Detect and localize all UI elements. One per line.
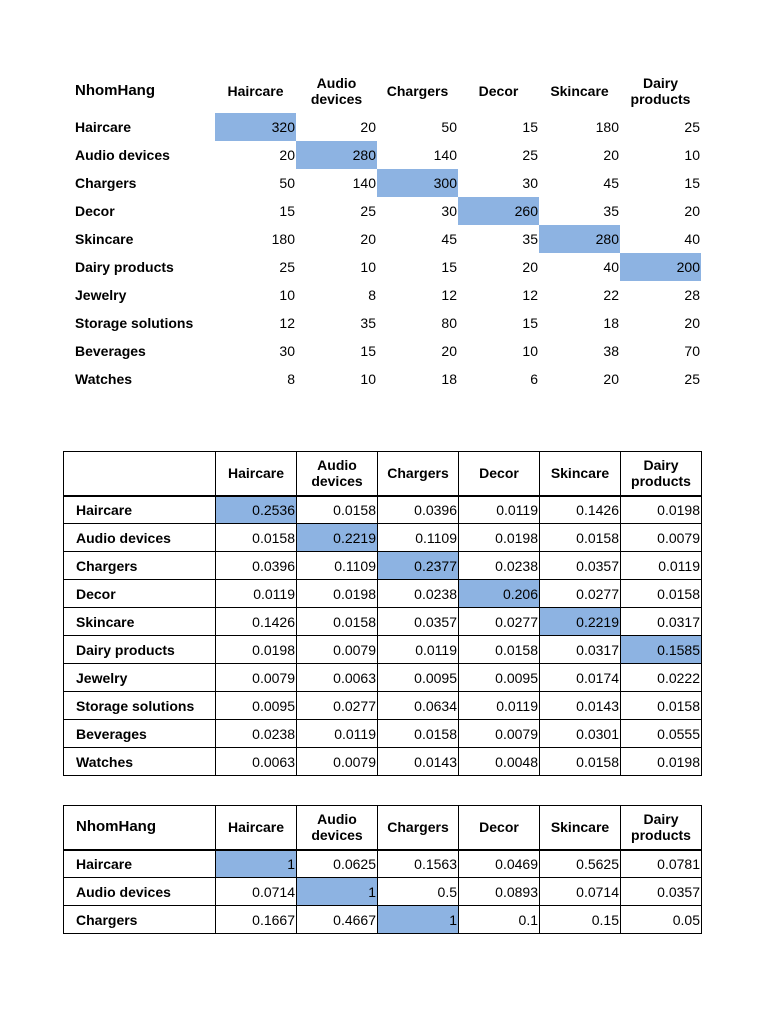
table-cell: 30 [441, 203, 457, 219]
table-cell: 0.1109 [378, 524, 459, 552]
row-label: Chargers [64, 552, 216, 580]
table-row [64, 580, 702, 608]
table-cell: 0.0158 [378, 720, 459, 748]
table-cell: 18 [441, 371, 457, 387]
column-header: Skincare [550, 83, 609, 99]
table-cell: 38 [603, 343, 619, 359]
diagonal-cell: 1 [216, 850, 297, 878]
column-header: Decor [478, 83, 519, 99]
table-cell: 0.5 [378, 878, 459, 906]
table-cell: 0.0095 [216, 692, 297, 720]
table-cell: 6 [530, 371, 538, 387]
table-cell: 0.0048 [459, 748, 540, 776]
table-cell: 0.0119 [621, 552, 702, 580]
table-cell: 0.0357 [540, 552, 621, 580]
table-cell: 15 [441, 259, 457, 275]
table-cell: 180 [271, 231, 295, 247]
column-header: Audio devices [297, 452, 378, 496]
table-cell: 10 [360, 371, 376, 387]
table-cell: 0.0893 [459, 878, 540, 906]
table-cell: 10 [684, 147, 700, 163]
table-row [64, 692, 702, 720]
table-row [64, 608, 702, 636]
table-cell: 8 [287, 371, 295, 387]
row-label: Storage solutions [75, 315, 194, 331]
column-header: Decor [459, 806, 540, 850]
table-cell: 0.0317 [621, 608, 702, 636]
table-cell: 0.0198 [459, 524, 540, 552]
table-cell: 0.0143 [540, 692, 621, 720]
table-cell: 0.0158 [297, 496, 378, 524]
table-cell: 0.0158 [540, 524, 621, 552]
table-cell: 10 [522, 343, 538, 359]
corner-header: NhomHang [75, 82, 155, 99]
table-cell: 0.15 [540, 906, 621, 934]
diagonal-cell: 0.206 [459, 580, 540, 608]
table-cell: 0.0158 [297, 608, 378, 636]
table-row [63, 141, 701, 169]
table-cell: 0.0714 [540, 878, 621, 906]
table-cell: 0.0238 [216, 720, 297, 748]
table-cell: 0.0396 [378, 496, 459, 524]
header-row [63, 69, 701, 113]
table-cell: 140 [352, 175, 376, 191]
table-cell: 0.0079 [621, 524, 702, 552]
table-cell: 0.0555 [621, 720, 702, 748]
table-cell: 35 [522, 231, 538, 247]
table-row [64, 496, 702, 524]
table-cell: 0.0143 [378, 748, 459, 776]
table-cell: 0.0174 [540, 664, 621, 692]
table-cell: 0.0222 [621, 664, 702, 692]
row-label: Decor [75, 203, 115, 219]
table-cell: 35 [360, 315, 376, 331]
corner-header: NhomHang [64, 806, 216, 850]
column-header: Audio devices [310, 75, 363, 107]
column-header: Chargers [386, 83, 449, 99]
table-cell: 20 [360, 231, 376, 247]
row-label: Watches [64, 748, 216, 776]
column-header: Chargers [378, 452, 459, 496]
diagonal-cell: 0.2377 [378, 552, 459, 580]
table-cell: 22 [603, 287, 619, 303]
table-cell: 0.0277 [540, 580, 621, 608]
diagonal-cell: 280 [296, 141, 377, 169]
table-cell: 0.0158 [621, 692, 702, 720]
column-header: Dairy products [621, 806, 702, 850]
table-cell: 30 [279, 343, 295, 359]
ratio-table [63, 805, 702, 934]
table-cell: 0.0119 [216, 580, 297, 608]
table-cell: 0.0469 [459, 850, 540, 878]
table-cell: 50 [441, 119, 457, 135]
table-cell: 0.0198 [297, 580, 378, 608]
table-cell: 0.0277 [459, 608, 540, 636]
column-header: Skincare [540, 452, 621, 496]
proportion-table [63, 451, 702, 776]
table-row [64, 850, 702, 878]
table-cell: 0.0158 [459, 636, 540, 664]
table-row [63, 253, 701, 281]
table-cell: 180 [595, 119, 619, 135]
table-cell: 15 [360, 343, 376, 359]
table-cell: 0.0095 [459, 664, 540, 692]
table-cell: 70 [684, 343, 700, 359]
table-cell: 25 [360, 203, 376, 219]
row-label: Jewelry [75, 287, 127, 303]
table-cell: 0.0158 [216, 524, 297, 552]
diagonal-cell: 280 [539, 225, 620, 253]
table-cell: 80 [441, 315, 457, 331]
table-cell: 12 [522, 287, 538, 303]
table-cell: 0.0079 [216, 664, 297, 692]
table-cell: 0.0119 [297, 720, 378, 748]
table-row [64, 878, 702, 906]
table-cell: 0.0119 [378, 636, 459, 664]
column-header: Chargers [378, 806, 459, 850]
table-cell: 45 [603, 175, 619, 191]
table-row [64, 720, 702, 748]
table-cell: 0.0119 [459, 496, 540, 524]
table-cell: 20 [684, 203, 700, 219]
row-label: Skincare [75, 231, 134, 247]
table-cell: 35 [603, 203, 619, 219]
table-row [64, 906, 702, 934]
table-row [64, 748, 702, 776]
row-label: Chargers [75, 175, 137, 191]
table-row [63, 197, 701, 225]
table-cell: 0.0357 [621, 878, 702, 906]
table-cell: 0.0198 [621, 748, 702, 776]
table-cell: 0.0625 [297, 850, 378, 878]
column-header: Dairy products [621, 452, 702, 496]
row-label: Beverages [64, 720, 216, 748]
table-cell: 0.0634 [378, 692, 459, 720]
table-cell: 15 [522, 119, 538, 135]
table-cell: 0.0277 [297, 692, 378, 720]
table-cell: 12 [441, 287, 457, 303]
table-cell: 0.0357 [378, 608, 459, 636]
table-cell: 0.0158 [621, 580, 702, 608]
table-cell: 0.1109 [297, 552, 378, 580]
table-cell: 0.0079 [459, 720, 540, 748]
table-cell: 0.0396 [216, 552, 297, 580]
diagonal-cell: 1 [378, 906, 459, 934]
diagonal-cell: 200 [620, 253, 701, 281]
row-label: Audio devices [75, 147, 170, 163]
table-cell: 0.1563 [378, 850, 459, 878]
table-cell: 0.0158 [540, 748, 621, 776]
table-cell: 0.0317 [540, 636, 621, 664]
table-cell: 0.0238 [378, 580, 459, 608]
table-cell: 0.1426 [540, 496, 621, 524]
table-cell: 0.0714 [216, 878, 297, 906]
row-label: Chargers [64, 906, 216, 934]
row-label: Haircare [64, 850, 216, 878]
row-label: Beverages [75, 343, 146, 359]
table-row [64, 524, 702, 552]
table-cell: 20 [603, 147, 619, 163]
row-label: Skincare [64, 608, 216, 636]
table-cell: 25 [522, 147, 538, 163]
column-header: Haircare [216, 452, 297, 496]
table-row [63, 337, 701, 365]
row-label: Watches [75, 371, 133, 387]
column-header: Dairy products [630, 75, 691, 107]
table-cell: 0.0198 [216, 636, 297, 664]
header-row [64, 452, 702, 496]
row-label: Audio devices [64, 878, 216, 906]
table-cell: 0.1 [459, 906, 540, 934]
diagonal-cell: 0.1585 [621, 636, 702, 664]
table-cell: 0.05 [621, 906, 702, 934]
table-cell: 8 [368, 287, 376, 303]
table-row [63, 225, 701, 253]
table-cell: 50 [279, 175, 295, 191]
table-cell: 45 [441, 231, 457, 247]
diagonal-cell: 0.2536 [216, 496, 297, 524]
column-header: Decor [459, 452, 540, 496]
column-header: Skincare [540, 806, 621, 850]
table-cell: 0.0079 [297, 636, 378, 664]
row-label: Storage solutions [64, 692, 216, 720]
table-row [64, 636, 702, 664]
table-cell: 140 [433, 147, 457, 163]
table-cell: 25 [279, 259, 295, 275]
table-row [64, 552, 702, 580]
table-cell: 0.0238 [459, 552, 540, 580]
table-row [63, 169, 701, 197]
table-cell: 40 [684, 231, 700, 247]
row-label: Audio devices [64, 524, 216, 552]
table-cell: 20 [279, 147, 295, 163]
table-cell: 25 [684, 371, 700, 387]
table-cell: 18 [603, 315, 619, 331]
column-header: Audio devices [297, 806, 378, 850]
table-cell: 0.0781 [621, 850, 702, 878]
table-cell: 0.0063 [297, 664, 378, 692]
table-cell: 40 [603, 259, 619, 275]
table-row [63, 365, 701, 393]
table-cell: 0.0063 [216, 748, 297, 776]
header-row [64, 806, 702, 850]
table-cell: 12 [279, 315, 295, 331]
diagonal-cell: 320 [215, 113, 296, 141]
table-cell: 30 [522, 175, 538, 191]
row-label: Jewelry [64, 664, 216, 692]
table-cell: 20 [684, 315, 700, 331]
table-cell: 20 [603, 371, 619, 387]
table-cell: 0.1667 [216, 906, 297, 934]
column-header: Haircare [227, 83, 284, 99]
table-row [63, 281, 701, 309]
table-cell: 28 [684, 287, 700, 303]
table-cell: 10 [279, 287, 295, 303]
table-row [63, 309, 701, 337]
row-label: Haircare [64, 496, 216, 524]
diagonal-cell: 0.2219 [540, 608, 621, 636]
row-label: Decor [64, 580, 216, 608]
table-cell: 0.4667 [297, 906, 378, 934]
table-cell: 20 [522, 259, 538, 275]
column-header: Haircare [216, 806, 297, 850]
diagonal-cell: 0.2219 [297, 524, 378, 552]
table-cell: 15 [522, 315, 538, 331]
table-cell: 0.0079 [297, 748, 378, 776]
table-cell: 0.1426 [216, 608, 297, 636]
table-cell: 15 [279, 203, 295, 219]
diagonal-cell: 260 [458, 197, 539, 225]
table-row [63, 113, 701, 141]
table-cell: 15 [684, 175, 700, 191]
table-cell: 0.5625 [540, 850, 621, 878]
table-cell: 25 [684, 119, 700, 135]
table-cell: 0.0198 [621, 496, 702, 524]
row-label: Dairy products [75, 259, 174, 275]
table-cell: 20 [360, 119, 376, 135]
table-row [64, 664, 702, 692]
table-cell: 10 [360, 259, 376, 275]
diagonal-cell: 1 [297, 878, 378, 906]
table-cell: 0.0119 [459, 692, 540, 720]
table-cell: 20 [441, 343, 457, 359]
counts-table [63, 69, 701, 393]
table-cell: 0.0095 [378, 664, 459, 692]
diagonal-cell: 300 [377, 169, 458, 197]
row-label: Haircare [75, 119, 132, 135]
table-cell: 0.0301 [540, 720, 621, 748]
row-label: Dairy products [64, 636, 216, 664]
corner-header [64, 452, 216, 496]
